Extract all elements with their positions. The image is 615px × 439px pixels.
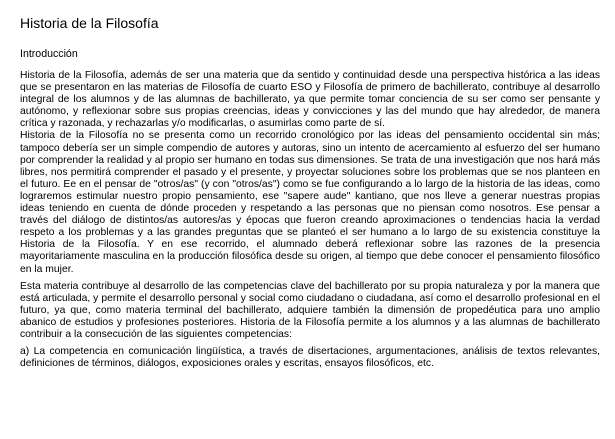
intro-paragraph-1: Historia de la Filosofía, además de ser una materia que da sentido y continuidad desde una perspectiva histórica a las ideas que se presentaron en las materias de Filosofía de cuarto ESO y Filosofía de primero de bachillerato, contribuye al desarrollo integral de los alumnos y de las alumnas de bachillerato, ya que permite tomar conciencia de su ser como ser pensante y autónomo, y reflexionar sobre sus propias creencias, ideas y convicciones y las del mundo que hay alrededor, de manera crítica y razonada, y rechazarlas y/o modificarlas, o asumirlas como parte de sí. (20, 70, 600, 130)
intro-paragraph-3: Esta materia contribuye al desarrollo de las competencias clave del bachillerato por su propia naturaleza y por la manera que está articulada, y permite el desarrollo personal y social como ciudadano o ciudadana, así como el desarrollo profesional en el futuro, ya que, como materia terminal del bachillerato, adquiere también la dimensión de propedéutica para uno amplio abanico de estudios y profesiones posteriores. Historia de la Filosofía permite a los alumnos y a las alumnas de bachillerato contribuir a la consecución de las siguientes competencias: (20, 280, 600, 340)
document-title: Historia de la Filosofía (20, 15, 159, 31)
intro-paragraph-2: Historia de la Filosofía no se presenta como un recorrido cronológico por las ideas del pensamiento occidental sin más; tampoco debería ser un simple compendio de autores y autoras, sino un intento de acercamiento al esfuerzo del ser humano por comprender la realidad y al propio ser humano en todas sus dimensiones. Se trata de una investigación que nos hará más libres, nos permitirá comprender el pasado y el presente, y proyectar soluciones sobre los problemas que se nos planteen en el futuro. Ee en el pensar de "otros/as" (y con "otros/as") como se fue configurando a lo largo de la historia de las ideas, como lograremos estimular nuestro propio pensamiento, ese "sapere aude" kantiano, que nos lleve a generar nuestras propias ideas teniendo en cuenta de dónde proceden y respetando a las personas que no piensan como nosotros. Ese pensar a través del diálogo de distintos/as autores/as y épocas que fueron creando aproximaciones o tendencias hacia la verdad respeto a los problemas y a las grandes preguntas que se planteó el ser humano a lo largo de su existencia constituye la Historia de la Filosofía. Y en ese recorrido, el alumnado deberá reflexionar sobre las razones de la presencia mayoritariamente masculina en la producción filosófica desde su origen, al tiempo que debe conocer el pensamiento filosófico en la mujer. (20, 130, 600, 275)
competencia-item-a: a) La competencia en comunicación lingüística, a través de disertaciones, argumentaciones, análisis de textos relevantes, definiciones de términos, diálogos, exposiciones orales y escritas, ensayos filosóficos, etc. (20, 346, 600, 370)
document-body (20, 70, 600, 370)
section-heading: Introducción (20, 48, 78, 60)
